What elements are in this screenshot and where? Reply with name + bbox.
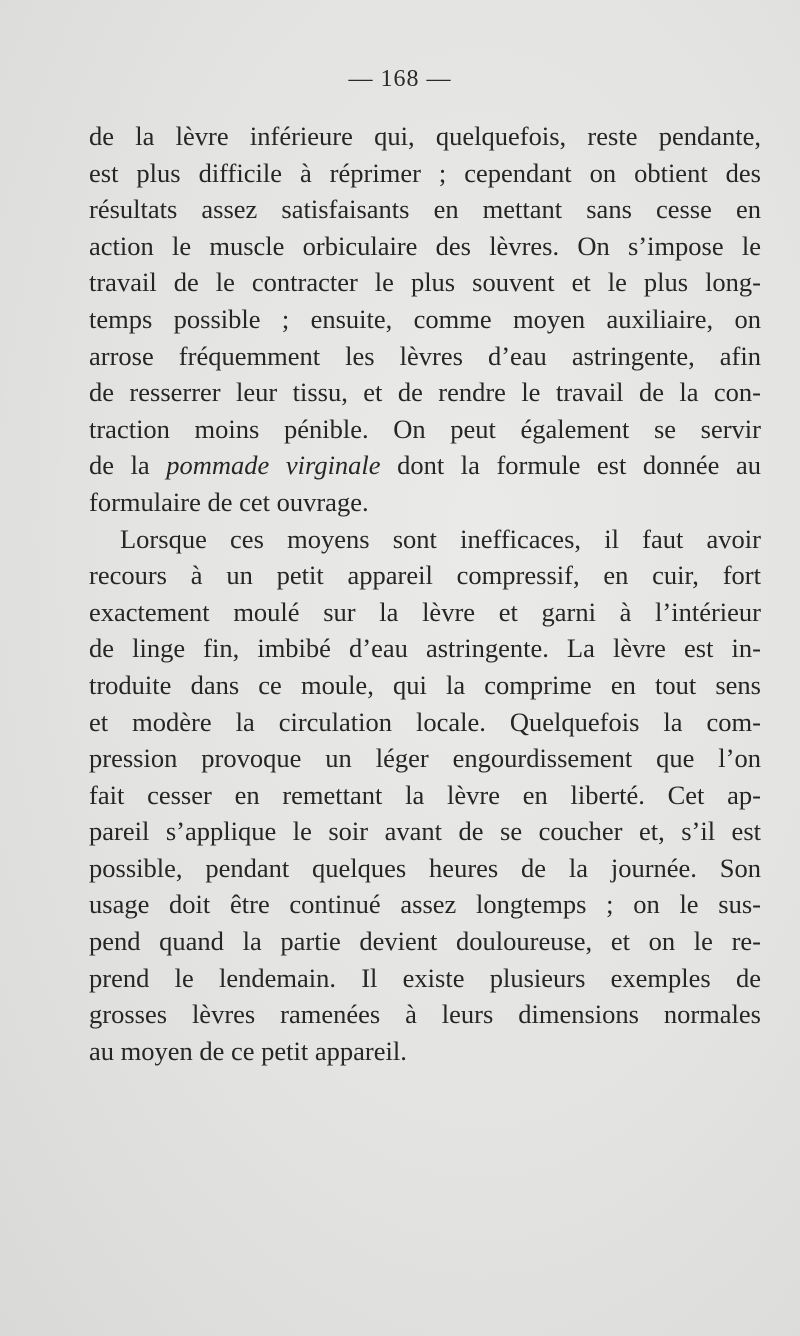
body-text <box>89 118 761 1069</box>
text-line: arrose fréquemment les lèvres d’eau astringente, afin <box>89 340 761 371</box>
text-line: travail de le contracter le plus souvent et le plus long- <box>89 267 761 298</box>
text-line: prend le lendemain. Il existe plusieurs exemples de <box>89 962 761 993</box>
paragraph-first-line: Lorsque ces moyens sont inefficaces, il faut avoir <box>120 523 761 554</box>
text-line: pression provoque un léger engourdissement que l’on <box>89 743 761 774</box>
text-line: possible, pendant quelques heures de la journée. Son <box>89 852 761 883</box>
text-line: temps possible ; ensuite, comme moyen auxiliaire, on <box>89 303 761 334</box>
text-line: fait cesser en remettant la lèvre en liberté. Cet ap- <box>89 779 761 810</box>
text-line: exactement moulé sur la lèvre et garni à l’intérieur <box>89 596 761 627</box>
text-line: grosses lèvres ramenées à leurs dimensions normales <box>89 999 761 1030</box>
text-line: résultats assez satisfaisants en mettant sans cesse en <box>89 194 761 225</box>
text-line: pareil s’applique le soir avant de se coucher et, s’il est <box>89 816 761 847</box>
page-number: — 168 — <box>348 66 452 92</box>
text-line: troduite dans ce moule, qui la comprime en tout sens <box>89 669 761 700</box>
text-line: traction moins pénible. On peut également se servir <box>89 413 761 444</box>
text-line: usage doit être continué assez longtemps ; on le sus- <box>89 889 761 920</box>
italic-phrase: pommade virginale <box>166 450 381 481</box>
text-line: formulaire de cet ouvrage. <box>89 486 369 517</box>
text-line: est plus difficile à réprimer ; cependant on obtient des <box>89 157 761 188</box>
text-line: au moyen de ce petit appareil. <box>89 1035 407 1066</box>
text-line: de resserrer leur tissu, et de rendre le travail de la con- <box>89 377 761 408</box>
text-line: de la lèvre inférieure qui, quelquefois, reste pendante, <box>89 121 761 151</box>
text-line: de linge fin, imbibé d’eau astringente. La lèvre est in- <box>89 633 761 664</box>
text-line: et modère la circulation locale. Quelquefois la com- <box>89 706 761 737</box>
text-line: pend quand la partie devient douloureuse, et on le re- <box>89 926 761 957</box>
text-line: action le muscle orbiculaire des lèvres. On s’impose le <box>89 230 761 261</box>
text-line-with-italic: de la pommade virginale dont la formule est donnée au <box>89 450 761 481</box>
text-line: recours à un petit appareil compressif, en cuir, fort <box>89 560 761 591</box>
